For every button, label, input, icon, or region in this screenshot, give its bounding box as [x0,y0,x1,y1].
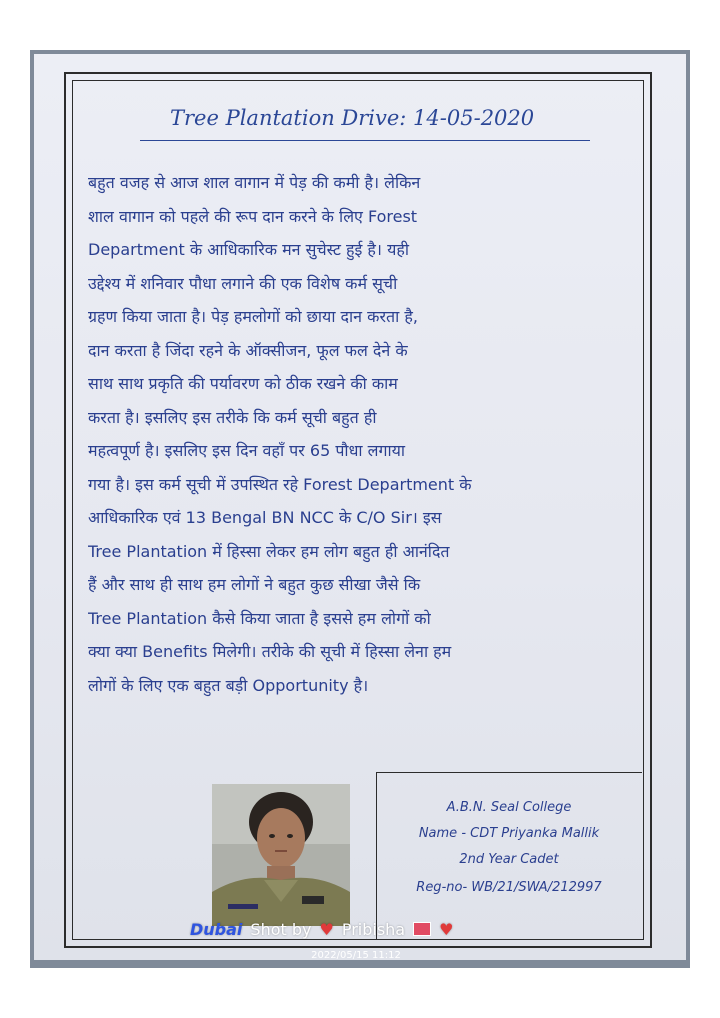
text-line: क्या क्या Benefits मिलेगी। तरीके की सूची में हिस्सा लेना हम [88,642,452,661]
text-line: दान करता है जिंदा रहने के ऑक्सीजन, फूल फल देने के [88,340,408,360]
signature-box-top-rule [376,772,642,773]
text-line: शाल वागान को पहले की रूप दान करने के लिए Forest [88,206,418,226]
text-line: उद्देश्य में शनिवार पौधा लगाने की एक विशेष कर्म सूची [88,273,398,293]
watermark-name: Pribisha [341,919,406,939]
body-text [88,166,632,702]
watermark-brand: Dubai [190,919,243,939]
text-line: गया है। इस कर्म सूची में उपस्थित रहे Forest Department के [88,474,472,494]
watermark-shot-by: Shot by [250,919,312,939]
text-line: Department के आधिकारिक मन सुचेस्ट हुई है। यही [88,240,409,259]
text-line: लोगों के लिए एक बहुत बड़ी Opportunity है। [88,675,369,695]
cadet-portrait-photo [212,784,350,926]
signature-name: Name - CDT Priyanka Mallik [418,826,600,841]
page-title: Tree Plantation Drive: 14-05-2020 [170,106,535,130]
photo-timestamp: 2022/05/15 11:12 [311,950,401,961]
signature-year: 2nd Year Cadet [459,852,559,867]
text-line: आधिकारिक एवं 13 Bengal BN NCC के C/O Sir। इस [88,508,442,527]
text-line: महत्वपूर्ण है। इसलिए इस दिन वहाँ पर 65 पौधा लगाया [88,441,406,460]
watermark [190,916,530,942]
text-line: बहुत वजह से आज शाल वागान में पेड़ की कमी है। लेकिन [88,173,421,192]
signature-box-left-rule [376,772,377,940]
envelope-icon [413,922,431,936]
signature-reg-no: Reg-no- WB/21/SWA/212997 [416,880,602,895]
text-line: Tree Plantation में हिस्सा लेकर हम लोग बहुत ही आनंदित [88,541,450,561]
text-line: साथ साथ प्रकृति की पर्यावरण को ठीक रखने की काम [88,374,398,393]
text-line: हैं और साथ ही साथ हम लोगों ने बहुत कुछ सीखा जैसे कि [88,575,421,594]
heart-icon: ♥ [319,919,334,939]
title-underline [140,140,590,141]
signature-college: A.B.N. Seal College [446,800,572,815]
text-line: करता है। इसलिए इस तरीके कि कर्म सूची बहुत ही [88,407,377,427]
heart-icon: ♥ [439,919,454,939]
text-line: Tree Plantation कैसे किया जाता है इससे हम लोगों को [88,608,431,628]
text-line: ग्रहण किया जाता है। पेड़ हमलोगों को छाया दान करता है, [88,307,418,326]
